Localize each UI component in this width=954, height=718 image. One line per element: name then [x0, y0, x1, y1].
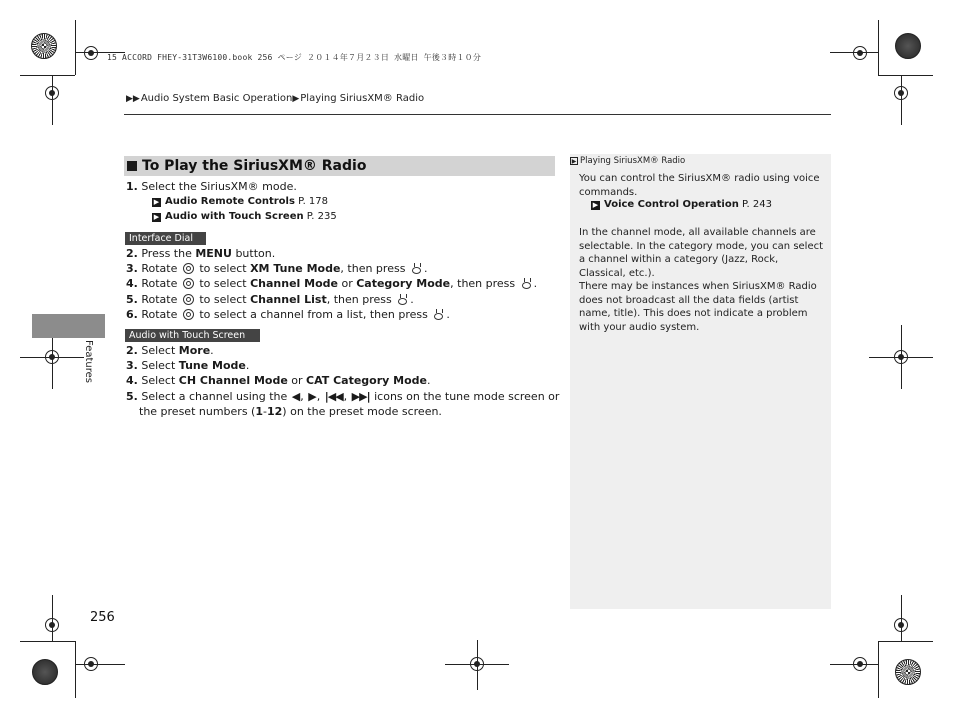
touch-step-4: 4. Select CH Channel Mode or CAT Category Mode.	[126, 374, 431, 387]
side-note-heading: ▶ Playing SiriusXM® Radio	[571, 156, 686, 166]
side-note-paragraph-3: There may be instances when SiriusXM® Radio does not broadcast all the data fields (artist name, title). This does not indicate a problem with your audio system.	[579, 281, 817, 333]
touch-step-5: 5. Select a channel using the ◀, ▶, |◀◀, ▶▶| icons on the tune mode screen or	[126, 390, 560, 403]
xref-arrow-icon: ▶	[592, 201, 599, 209]
dial-rotate-icon	[183, 263, 194, 274]
breadcrumb-item[interactable]: Audio System Basic Operation	[140, 93, 293, 104]
breadcrumb-arrow-icon: ▶▶	[126, 94, 140, 104]
registration-mark-icon	[894, 86, 908, 100]
xref-audio-remote-controls[interactable]: ▶ Audio Remote Controls P. 178	[153, 196, 329, 207]
touch-screen-tag: Audio with Touch Screen	[125, 329, 260, 342]
side-note-paragraph-2: In the channel mode, all available channels are selectable. In the category mode, you can select a channel within a category (Jazz, Rock, Classical, etc.).	[579, 227, 824, 279]
registration-mark-icon	[894, 350, 908, 364]
side-note-panel	[570, 154, 831, 609]
dial-step-3: 3. Rotate to select XM Tune Mode, then press .	[126, 262, 428, 275]
dial-press-icon	[433, 309, 444, 320]
registration-mark-icon	[45, 86, 59, 100]
dial-rotate-icon	[183, 278, 194, 289]
step-1: 1. Select the SiriusXM® mode.	[126, 180, 297, 193]
breadcrumb-item[interactable]: Playing SiriusXM® Radio	[300, 93, 425, 104]
dial-step-5: 5. Rotate to select Channel List, then press .	[126, 293, 414, 306]
section-square-icon	[127, 161, 137, 171]
registration-mark-icon	[853, 657, 867, 671]
dial-press-icon	[521, 278, 532, 289]
xref-arrow-icon: ▶	[153, 213, 160, 221]
registration-star-icon	[895, 659, 921, 685]
dial-rotate-icon	[183, 309, 194, 320]
skip-back-icon: |◀◀	[324, 390, 343, 403]
chapter-tab[interactable]	[32, 314, 105, 338]
dial-step-4: 4. Rotate to select Channel Mode or Category Mode, then press .	[126, 277, 538, 290]
registration-mark-icon	[84, 657, 98, 671]
section-title: To Play the SiriusXM® Radio	[142, 158, 367, 174]
xref-voice-control[interactable]: ▶ Voice Control Operation P. 243	[592, 199, 772, 210]
registration-circle-icon	[895, 33, 921, 59]
xref-arrow-icon: ▶	[153, 198, 160, 206]
dial-step-2: 2. Press the MENU button.	[126, 247, 276, 260]
next-channel-icon: ▶	[308, 390, 316, 403]
book-info-line: 15 ACCORD FHEY-31T3W6100.book 256 ページ ２０１４年７月２３日 水曜日 午後３時１０分	[107, 53, 482, 62]
prev-channel-icon: ◀	[291, 390, 300, 403]
registration-mark-icon	[470, 657, 484, 671]
registration-mark-icon	[84, 46, 98, 60]
skip-forward-icon: ▶▶|	[351, 390, 370, 403]
chapter-tab-label: Features	[83, 340, 94, 383]
registration-mark-icon	[894, 618, 908, 632]
breadcrumb-arrow-icon: ▶	[292, 94, 300, 104]
header-divider	[124, 114, 831, 115]
dial-press-icon	[411, 263, 422, 274]
side-note-paragraph-1: You can control the SiriusXM® radio using voice commands.	[579, 173, 820, 198]
touch-step-2: 2. Select More.	[126, 344, 214, 357]
registration-mark-icon	[45, 618, 59, 632]
dial-press-icon	[397, 294, 408, 305]
registration-circle-icon	[32, 659, 58, 685]
xref-audio-touch-screen[interactable]: ▶ Audio with Touch Screen P. 235	[153, 211, 337, 222]
touch-step-5-cont: the preset numbers (1-12) on the preset mode screen.	[139, 405, 442, 418]
section-heading	[124, 156, 555, 176]
dial-step-6: 6. Rotate to select a channel from a list, then press .	[126, 308, 450, 321]
registration-mark-icon	[853, 46, 867, 60]
registration-star-icon	[31, 33, 57, 59]
dial-rotate-icon	[183, 294, 194, 305]
interface-dial-tag: Interface Dial	[125, 232, 206, 245]
note-arrow-icon: ▶	[571, 158, 577, 165]
page-number: 256	[90, 610, 115, 625]
breadcrumb	[126, 93, 424, 104]
registration-mark-icon	[45, 350, 59, 364]
touch-step-3: 3. Select Tune Mode.	[126, 359, 250, 372]
